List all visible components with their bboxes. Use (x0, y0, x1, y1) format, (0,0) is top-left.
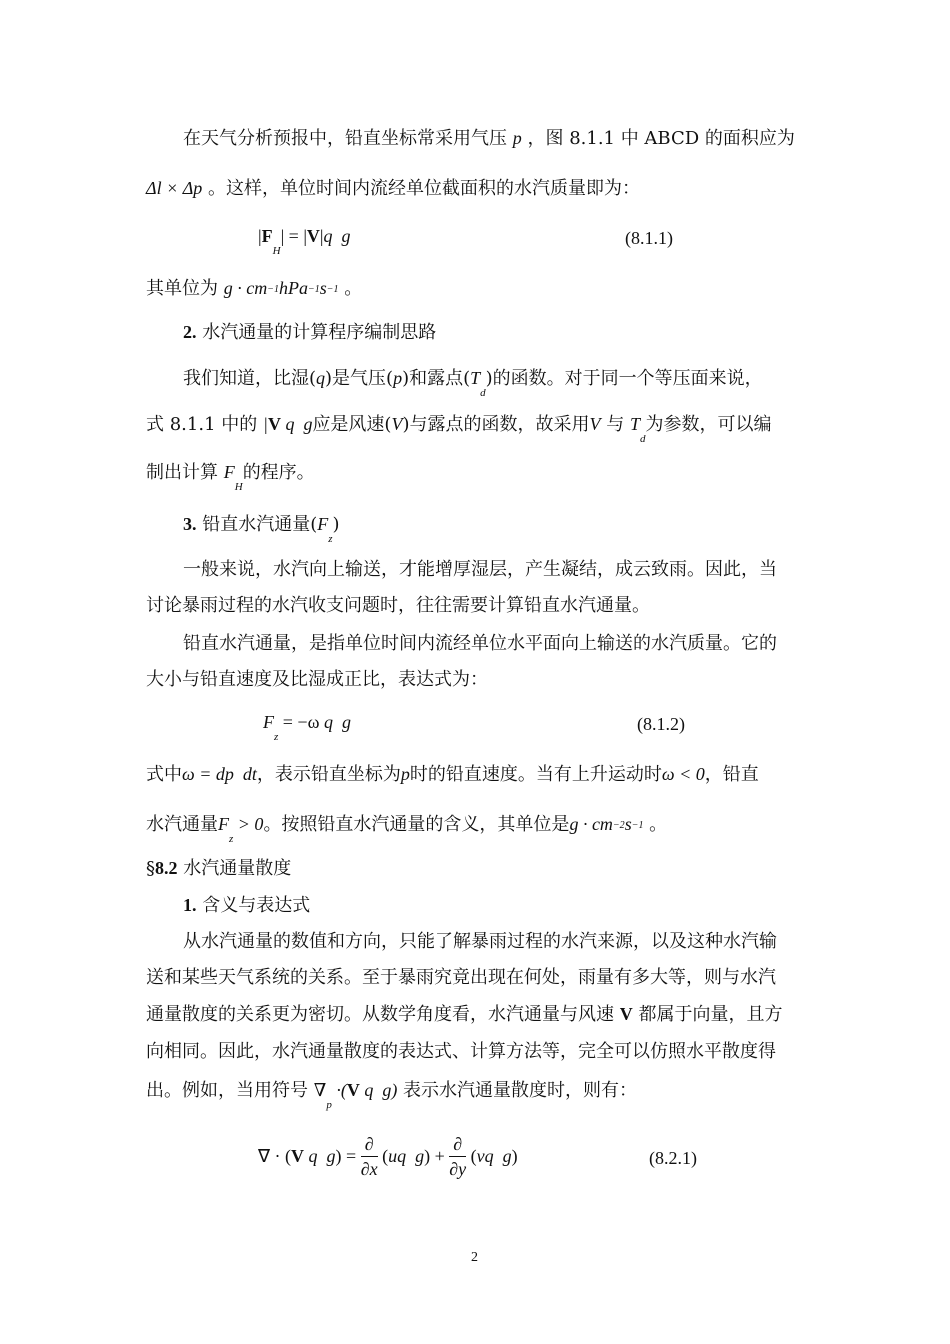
equation-label: (8.1.1) (625, 228, 673, 248)
text: 水汽通量 (146, 814, 218, 835)
section-number: 8.2 (155, 858, 178, 878)
section-title: 铅直水汽通量( (202, 514, 318, 535)
math-p: p (512, 128, 522, 148)
text: ，铅直 (704, 764, 759, 785)
text: 为参数，可以编 (645, 414, 772, 435)
para-line-3: 我们知道，比湿(q)是气压(p)和露点$(T_d)$的函数。对于同一个等压面来说， (183, 368, 763, 399)
text: ，图 8.1.1 中 ABCD 的面积应为 (527, 128, 795, 149)
text: )和露点( (402, 368, 471, 389)
text: 我们知道，比湿( (183, 368, 317, 389)
para-line-7: 讨论暴雨过程的水汽收支问题时，往往需要计算铅直水汽通量。 (146, 595, 650, 616)
text: 在天气分析预报中，铅直坐标常采用气压 (183, 128, 507, 149)
text: 表示水汽通量散度时，则有： (403, 1080, 638, 1101)
math-unit: g · cm−1hPa−1s−1 (223, 278, 339, 298)
text: 制出计算 (146, 462, 218, 483)
equation-8-1-2: $F_z = -\omega$ q g (263, 712, 351, 743)
equation-label: (8.2.1) (649, 1148, 697, 1168)
para-unit: 其单位为 g · cm−1hPa−1s−1 。 (146, 278, 363, 299)
para-line-10: 式中ω = dp dt，表示铅直坐标为p时的铅直速度。当有上升运动时ω < 0，铅直 (146, 764, 759, 785)
section-title: 含义与表达式 (202, 895, 311, 916)
para-line-15: 向相同。因此，水汽通量散度的表达式、计算方法等，完全可以仿照水平散度得 (146, 1041, 776, 1062)
section-title: 水汽通量的计算程序编制思路 (202, 322, 437, 343)
math-area: Δl × Δp (146, 178, 203, 198)
section-symbol: § (146, 858, 155, 879)
subsection-1-heading (183, 893, 310, 918)
section-number: 2. (183, 322, 197, 342)
para-line-2 (146, 176, 640, 201)
para-line-1 (183, 126, 795, 151)
section-2-heading (183, 320, 436, 345)
equation-8-2-1: ∇ · (V q g) = $\frac{\partial}{\partial x}$ (uq g) + $\frac{\partial}{\partial y}$ (vq g) (258, 1134, 518, 1179)
section-number: 3. (183, 514, 197, 534)
para-line-13: 送和某些天气系统的关系。至于暴雨究竟出现在何处，雨量有多大等，则与水汽 (146, 967, 776, 988)
para-line-9: 大小与铅直速度及比湿成正比，表达式为： (146, 669, 488, 690)
text: 的程序。 (242, 462, 315, 483)
equation-label: (8.1.2) (637, 714, 685, 734)
para-line-11: 水汽通量$F_z > 0$。按照铅直水汽通量的含义，其单位是g · cm−2s−1 。 (146, 814, 668, 845)
text: 出。例如，当用符号 (146, 1080, 308, 1101)
text: 通量散度的关系更为密切。从数学角度看，水汽通量与风速 (146, 1004, 614, 1025)
text: 式 8.1.1 中的 (146, 414, 258, 435)
text: 其单位为 (146, 278, 218, 299)
section-3-heading: 3. 铅直水汽通量$(F_z)$ (183, 514, 340, 545)
text: ，表示铅直坐标为 (256, 764, 401, 785)
text: 应是风速( (312, 414, 392, 435)
para-line-16: 出。例如，当用符号 $\nabla_p \cdot(V$ q g) 表示水汽通量散度时，则有： (146, 1080, 638, 1111)
section-8-2-heading (146, 856, 291, 881)
para-line-8: 铅直水汽通量，是指单位时间内流经单位水平面向上输送的水汽质量。它的 (183, 633, 777, 654)
page-number: 2 (471, 1250, 478, 1265)
text: 与 (606, 414, 625, 435)
text: 。这样，单位时间内流经单位截面积的水汽质量即为： (208, 178, 641, 199)
para-line-4: 式 8.1.1 中的 |V q g应是风速(V)与露点的函数，故采用V 与 $T_d$为参数，可以编 (146, 414, 772, 445)
text: 都属于向量，且方 (638, 1004, 783, 1025)
section-title: 水汽通量散度 (183, 858, 292, 879)
text: 。按照铅直水汽通量的含义，其单位是 (263, 814, 570, 835)
text: )的函数。对于同一个等压面来说， (485, 368, 763, 389)
para-line-14: 通量散度的关系更为密切。从数学角度看，水汽通量与风速 V 都属于向量，且方 (146, 1004, 783, 1025)
para-line-5: 制出计算 $F_H$的程序。 (146, 462, 315, 493)
equation-8-1-1: $|F_H| = |V|q$ g (258, 226, 351, 257)
para-line-6: 一般来说，水汽向上输送，才能增厚湿层，产生凝结，成云致雨。因此，当 (183, 559, 777, 580)
text: )是气压( (325, 368, 394, 389)
section-number: 1. (183, 895, 197, 915)
text: 式中 (146, 764, 182, 785)
para-line-12: 从水汽通量的数值和方向，只能了解暴雨过程的水汽来源，以及这种水汽输 (183, 931, 777, 952)
text: 时的铅直速度。当有上升运动时 (409, 764, 662, 785)
text: )与露点的函数，故采用 (402, 414, 590, 435)
